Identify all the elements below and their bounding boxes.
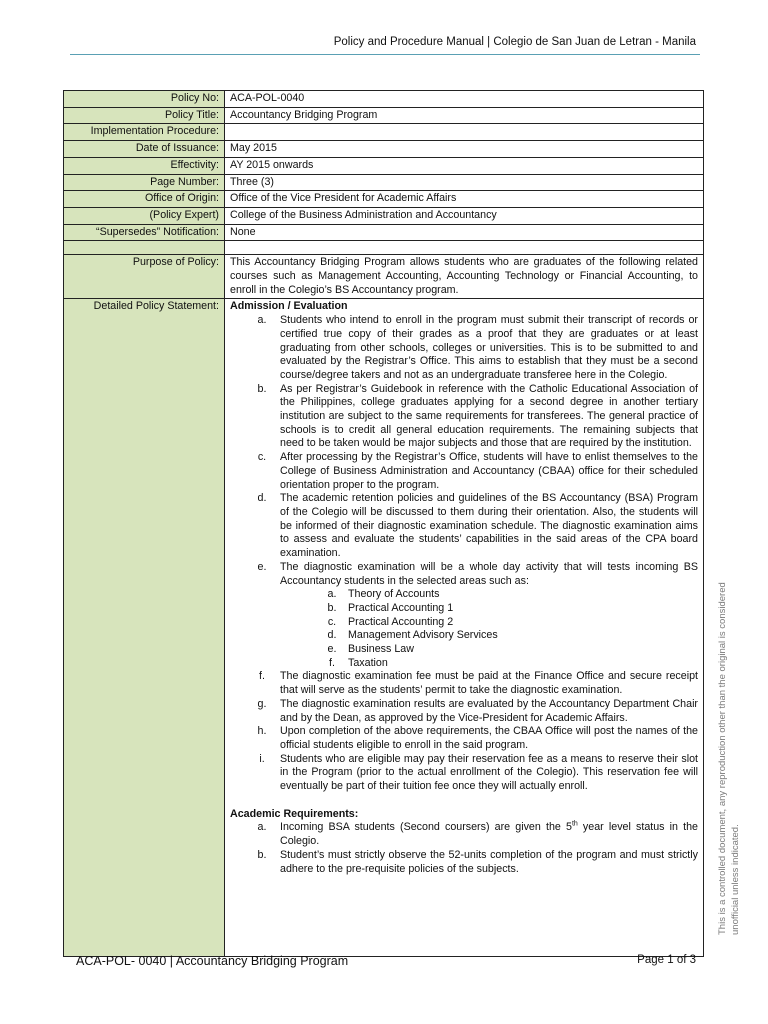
- row-label: (Policy Expert): [64, 207, 225, 224]
- list-item: [230, 821, 698, 848]
- list-item-text: The academic retention policies and guidelines of the BS Accountancy (BSA) Program of the Colegio will be discussed to them during their orientation. Also, the students will be informed of their diagnostic examination schedule. The diagnostic examination aims to assess and evaluate the students’ capabilities in the said areas of the CPA board examination.: [280, 492, 698, 560]
- list-marker: b.: [257, 382, 267, 395]
- admission-list: [230, 314, 698, 794]
- policy-row: [64, 224, 704, 241]
- list-item-text: Students who intend to enroll in the program must submit their transcript of records or certified true copy of their grades as a proof that they are graduates or at least graduating from other schools, colleges or universities. This is to be submitted to and evaluated by the Registrar’s Office. This aims to establish that they must be a second course/degree takers and not as an undergraduate transferee here in the Colegio.: [280, 314, 698, 381]
- footer-page-number: Page 1 of 3: [637, 954, 696, 966]
- row-value: ACA-POL-0040: [225, 91, 704, 108]
- policy-row: [64, 191, 704, 208]
- exam-area-item: [280, 657, 698, 671]
- exam-area-text: Practical Accounting 2: [348, 615, 454, 628]
- list-marker: e.: [327, 643, 337, 656]
- row-value: Three (3): [225, 174, 704, 191]
- controlled-note-line: unofficial unless indicated.: [730, 824, 741, 935]
- list-item: [230, 725, 698, 752]
- policy-row: [64, 207, 704, 224]
- row-label: “Supersedes” Notification:: [64, 224, 225, 241]
- list-item-text: Upon completion of the above requirements, the CBAA Office will post the names of the official students eligible to enroll in the said program.: [280, 725, 698, 751]
- statement-label: Detailed Policy Statement:: [64, 299, 225, 957]
- header-rule: [70, 54, 700, 55]
- list-item: [230, 451, 698, 492]
- list-item: [230, 314, 698, 383]
- list-item-text: The diagnostic examination results are evaluated by the Accountancy Department Chair and by the Dean, as approved by the Vice-President for Academic Affairs.: [280, 697, 698, 724]
- list-marker: d.: [257, 492, 267, 505]
- exam-area-text: Business Law: [348, 643, 414, 656]
- exam-area-item: [280, 616, 698, 630]
- list-item: [230, 753, 698, 794]
- spacer-row: [64, 241, 704, 255]
- row-label: Office of Origin:: [64, 191, 225, 208]
- admission-heading: Admission / Evaluation: [230, 300, 348, 313]
- list-marker: c.: [257, 451, 267, 464]
- controlled-note-line: This is a controlled document, any reproduction other than the original is considered: [717, 582, 728, 935]
- policy-row: [64, 174, 704, 191]
- policy-row: [64, 157, 704, 174]
- academic-heading: Academic Requirements:: [230, 807, 359, 820]
- list-marker: f.: [329, 656, 335, 669]
- exam-area-text: Taxation: [348, 656, 388, 669]
- exam-areas-list: [280, 588, 698, 670]
- list-item-text: The diagnostic examination fee must be paid at the Finance Office and secure receipt that will serve as the students’ permit to take the diagnostic examination.: [280, 670, 698, 697]
- list-item: [230, 698, 698, 725]
- policy-table: [63, 90, 704, 957]
- policy-row: [64, 124, 704, 141]
- list-item-text-tail: year level status in the Colegio.: [280, 821, 699, 848]
- exam-area-text: Theory of Accounts: [348, 588, 440, 601]
- row-label: Policy Title:: [64, 107, 225, 124]
- list-marker: e.: [257, 560, 267, 573]
- statement-row: [64, 299, 704, 957]
- policy-row: [64, 91, 704, 108]
- row-value: College of the Business Administration and Accountancy: [225, 207, 704, 224]
- exam-area-text: Management Advisory Services: [348, 629, 498, 642]
- list-item: [230, 492, 698, 561]
- superscript: th: [571, 820, 578, 828]
- academic-list: [230, 821, 698, 876]
- policy-row: [64, 141, 704, 158]
- list-marker: a.: [327, 588, 337, 601]
- row-value: AY 2015 onwards: [225, 157, 704, 174]
- row-label: Implementation Procedure:: [64, 124, 225, 141]
- list-item-text: Students who are eligible may pay their reservation fee as a means to reserve their slot in the Program (prior to the actual enrollment of the Colegio). This reservation fee will eventually be part of their tuition fee once they will actually enroll.: [280, 752, 698, 793]
- purpose-label: Purpose of Policy:: [64, 255, 225, 299]
- list-marker: a.: [257, 314, 267, 327]
- list-marker: b.: [327, 601, 337, 614]
- list-item-text: Incoming BSA students (Second coursers) are given the 5: [280, 821, 572, 834]
- row-value: None: [225, 224, 704, 241]
- row-value: [225, 124, 704, 141]
- row-value: May 2015: [225, 141, 704, 158]
- statement-body: [225, 299, 704, 957]
- policy-row: [64, 107, 704, 124]
- row-label: Date of Issuance:: [64, 141, 225, 158]
- list-marker: f.: [259, 670, 265, 683]
- row-label: Page Number:: [64, 174, 225, 191]
- list-marker: i.: [259, 752, 265, 765]
- page-header: Policy and Procedure Manual | Colegio de San Juan de Letran - Manila: [333, 36, 696, 48]
- list-marker: d.: [327, 629, 337, 642]
- list-marker: g.: [257, 697, 267, 710]
- controlled-document-note: [716, 582, 742, 935]
- purpose-row: [64, 255, 704, 299]
- exam-area-item: [280, 643, 698, 657]
- list-marker: a.: [257, 821, 267, 834]
- exam-area-item: [280, 602, 698, 616]
- list-item: [230, 561, 698, 671]
- list-item: [230, 670, 698, 697]
- list-item-text: Student’s must strictly observe the 52-units completion of the program and must strictly adhere to the pre-requisite policies of the subjects.: [280, 848, 698, 875]
- list-marker: c.: [327, 615, 337, 628]
- exam-area-text: Practical Accounting 1: [348, 601, 454, 614]
- row-label: Policy No:: [64, 91, 225, 108]
- list-marker: b.: [257, 848, 267, 861]
- footer-doc-title: ACA-POL- 0040 | Accountancy Bridging Program: [76, 954, 349, 968]
- exam-area-item: [280, 588, 698, 602]
- list-item: [230, 849, 698, 876]
- list-item-text: As per Registrar’s Guidebook in reference with the Catholic Educational Association of the Philippines, college graduates applying for a second degree in another tertiary institution are subject to the same requirements for transferees. The general practice of schools is to credit all general education requirements. The remaining subjects that need to be taken would be major subjects and those that are required by the institution.: [280, 382, 698, 450]
- list-marker: h.: [257, 725, 267, 738]
- row-label: Effectivity:: [64, 157, 225, 174]
- list-item: [230, 383, 698, 452]
- list-item-text: The diagnostic examination will be a whole day activity that will tests incoming BS Accountancy students in the selected areas such as:: [280, 560, 698, 587]
- purpose-text: This Accountancy Bridging Program allows students who are graduates of the following related courses such as Management Accounting, Accounting Technology or Financial Accounting, to enroll in the Colegio’s BS Accountancy program.: [225, 255, 704, 299]
- list-item-text: After processing by the Registrar’s Office, students will have to enlist themselves to the College of Business Administration and Accountancy (CBAA) office for their scheduled orientation proper to the program.: [280, 451, 698, 491]
- exam-area-item: [280, 629, 698, 643]
- row-value: Accountancy Bridging Program: [225, 107, 704, 124]
- row-value: Office of the Vice President for Academic Affairs: [225, 191, 704, 208]
